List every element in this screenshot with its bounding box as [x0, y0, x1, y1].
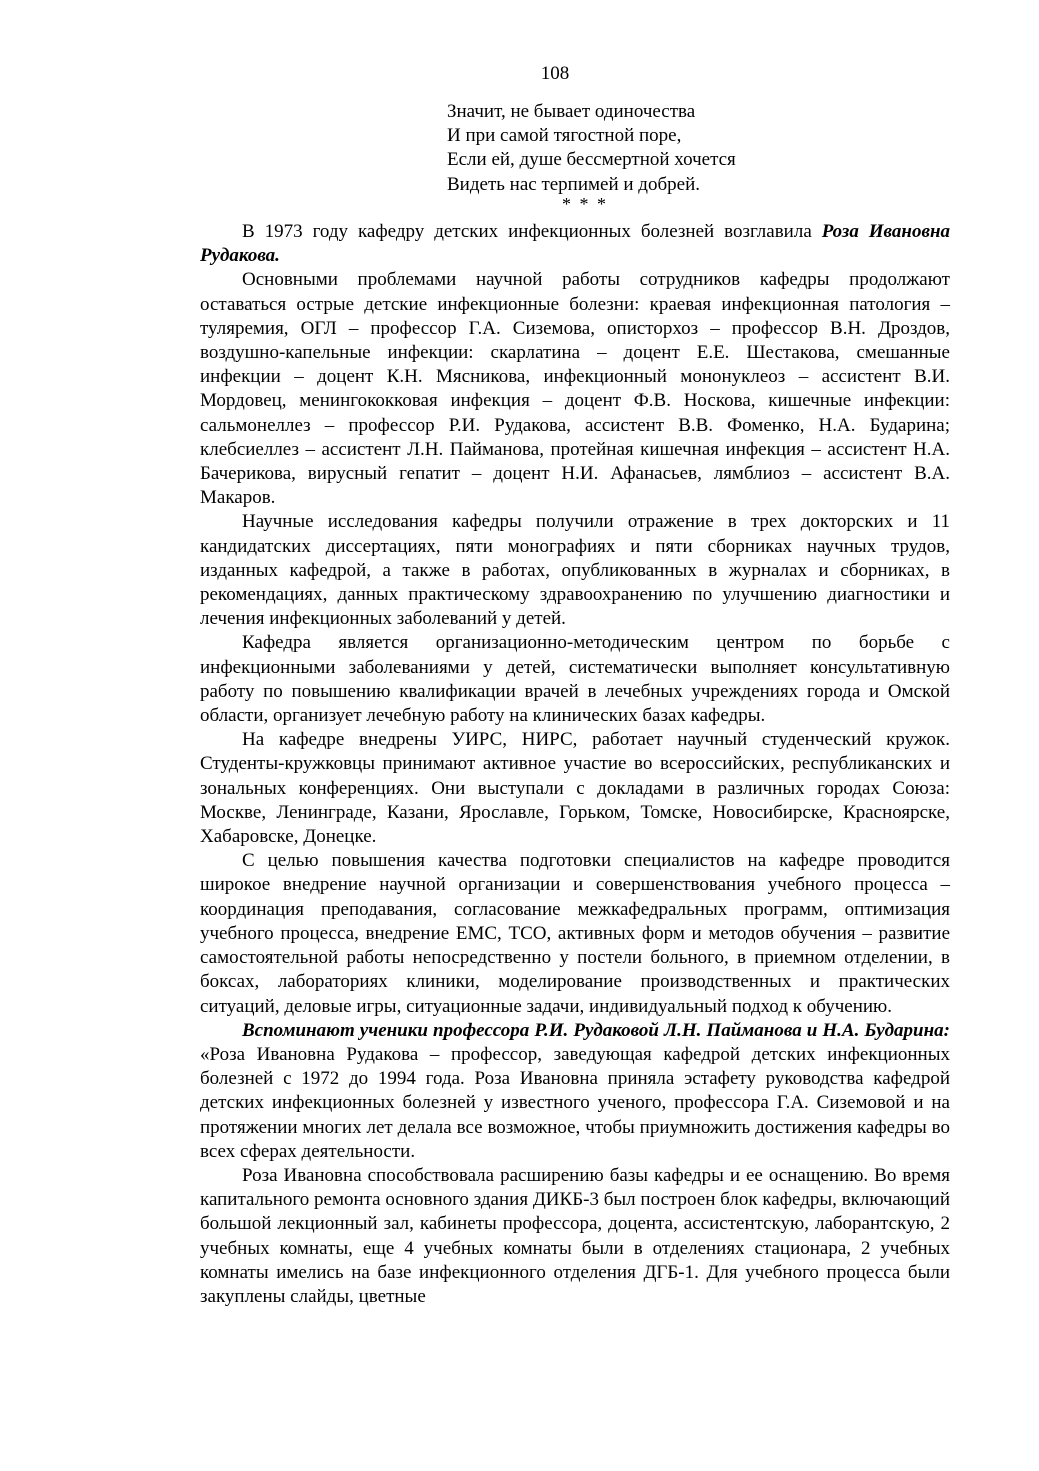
paragraph-training-quality: С целью повышения качества подготовки специалистов на кафедре проводится широкое внедрение научной организации и совершенствования учебного процесса – координация преподавания, согласование межкафедральных программ, оптимизация учебного процесса, внедрение ЕМС, ТСО, активных форм и методов обучения – развитие самостоятельной работы непосредственно у постели больного, в приемном отделении, в боксах, лабораториях клиники, моделирование производственных и практических ситуаций, деловые игры, ситуационные задачи, индивидуальный подход к обучению.	[200, 850, 950, 1017]
recollections-heading: Вспоминают ученики профессора Р.И. Рудаковой Л.Н. Пайманова и Н.А. Бударина:	[242, 1019, 950, 1041]
poem-line: Видеть нас терпимей и добрей.	[447, 173, 700, 195]
body-text	[200, 220, 950, 1309]
paragraph-dissertations: Научные исследования кафедры получили отражение в трех докторских и 11 кандидатских диссертациях, пяти монографиях и пяти сборниках научных трудов, изданных кафедрой, а также в работах, опубликованных в журналах и сборниках, в рекомендациях, данных практическому здравоохранению по улучшению диагностики и лечения инфекционных заболеваний у детей.	[200, 511, 950, 630]
poem-line: Если ей, душе бессмертной хочется	[447, 149, 736, 171]
paragraph-methodical-center: Кафедра является организационно-методическим центром по борьбе с инфекционными заболеваниями у детей, систематически выполняет консультативную работу по повышению квалификации врачей в лечебных учреждениях города и Омской области, организует лечебную работу на клинических базах кафедры.	[200, 632, 950, 727]
poem-stanza	[447, 100, 736, 197]
paragraph-student-circle: На кафедре внедрены УИРС, НИРС, работает научный студенческий кружок. Студенты-кружковцы принимают активное участие во всероссийских, республиканских и зональных конференциях. Они выступали с докладами в различных городах Союза: Москве, Ленинграде, Казани, Ярославле, Горьком, Томске, Новосибирске, Красноярске, Хабаровске, Донецке.	[200, 729, 950, 848]
paragraph-text: «Роза Ивановна Рудакова – профессор, заведующая кафедрой детских инфекционных болезней с 1972 до 1994 года. Роза Ивановна приняла эстафету руководства кафедрой детских инфекционных болезней у известного ученого, профессора Г.А. Сиземовой и на протяжении многих лет делала все возможное, чтобы приумножить достижения кафедры во всех сферах деятельности.	[200, 1043, 950, 1162]
poem-line: И при самой тягостной поре,	[447, 125, 682, 147]
paragraph-text: В 1973 году кафедру детских инфекционных болезней возглавила	[242, 221, 822, 242]
paragraph-department-base: Роза Ивановна способствовала расширению базы кафедры и ее оснащению. Во время капитального ремонта основного здания ДИКБ-3 был построен блок кафедры, включающий большой лекционный зал, кабинеты профессора, доцента, ассистентскую, лаборантскую, 2 учебных комнаты, еще 4 учебных комнаты были в отделениях стационара, 2 учебных комнаты имелись на базе инфекционного отделения ДГБ-1. Для учебного процесса были закуплены слайды, цветные	[200, 1164, 950, 1307]
section-separator: * * *	[562, 194, 608, 214]
paragraph-recollections	[200, 1019, 950, 1164]
paragraph-research-problems: Основными проблемами научной работы сотрудников кафедры продолжают оставаться острые детские инфекционные болезни: краевая инфекционная патология – туляремия, ОГЛ – профессор Г.А. Сиземова, описторхоз – профессор В.Н. Дроздов, воздушно-капельные инфекции: скарлатина – доцент Е.Е. Шестакова, смешанные инфекции – доцент К.Н. Мясникова, инфекционный мононуклеоз – ассистент В.И. Мордовец, менингококковая инфекция – доцент Ф.В. Носкова, кишечные инфекции: сальмонеллез – профессор Р.И. Рудакова, ассистент В.В. Фоменко, Н.А. Бударина; клебсиеллез – ассистент Л.Н. Пайманова, протейная кишечная инфекция – ассистент Н.А. Бачерикова, вирусный гепатит – доцент Н.И. Афанасьев, лямблиоз – ассистент В.А. Макаров.	[200, 269, 950, 509]
poem-line: Значит, не бывает одиночества	[447, 101, 696, 122]
paragraph-intro	[200, 220, 950, 268]
head-of-department-name: Роза Ивановна Рудакова.	[200, 221, 950, 267]
page-number: 108	[540, 63, 570, 84]
